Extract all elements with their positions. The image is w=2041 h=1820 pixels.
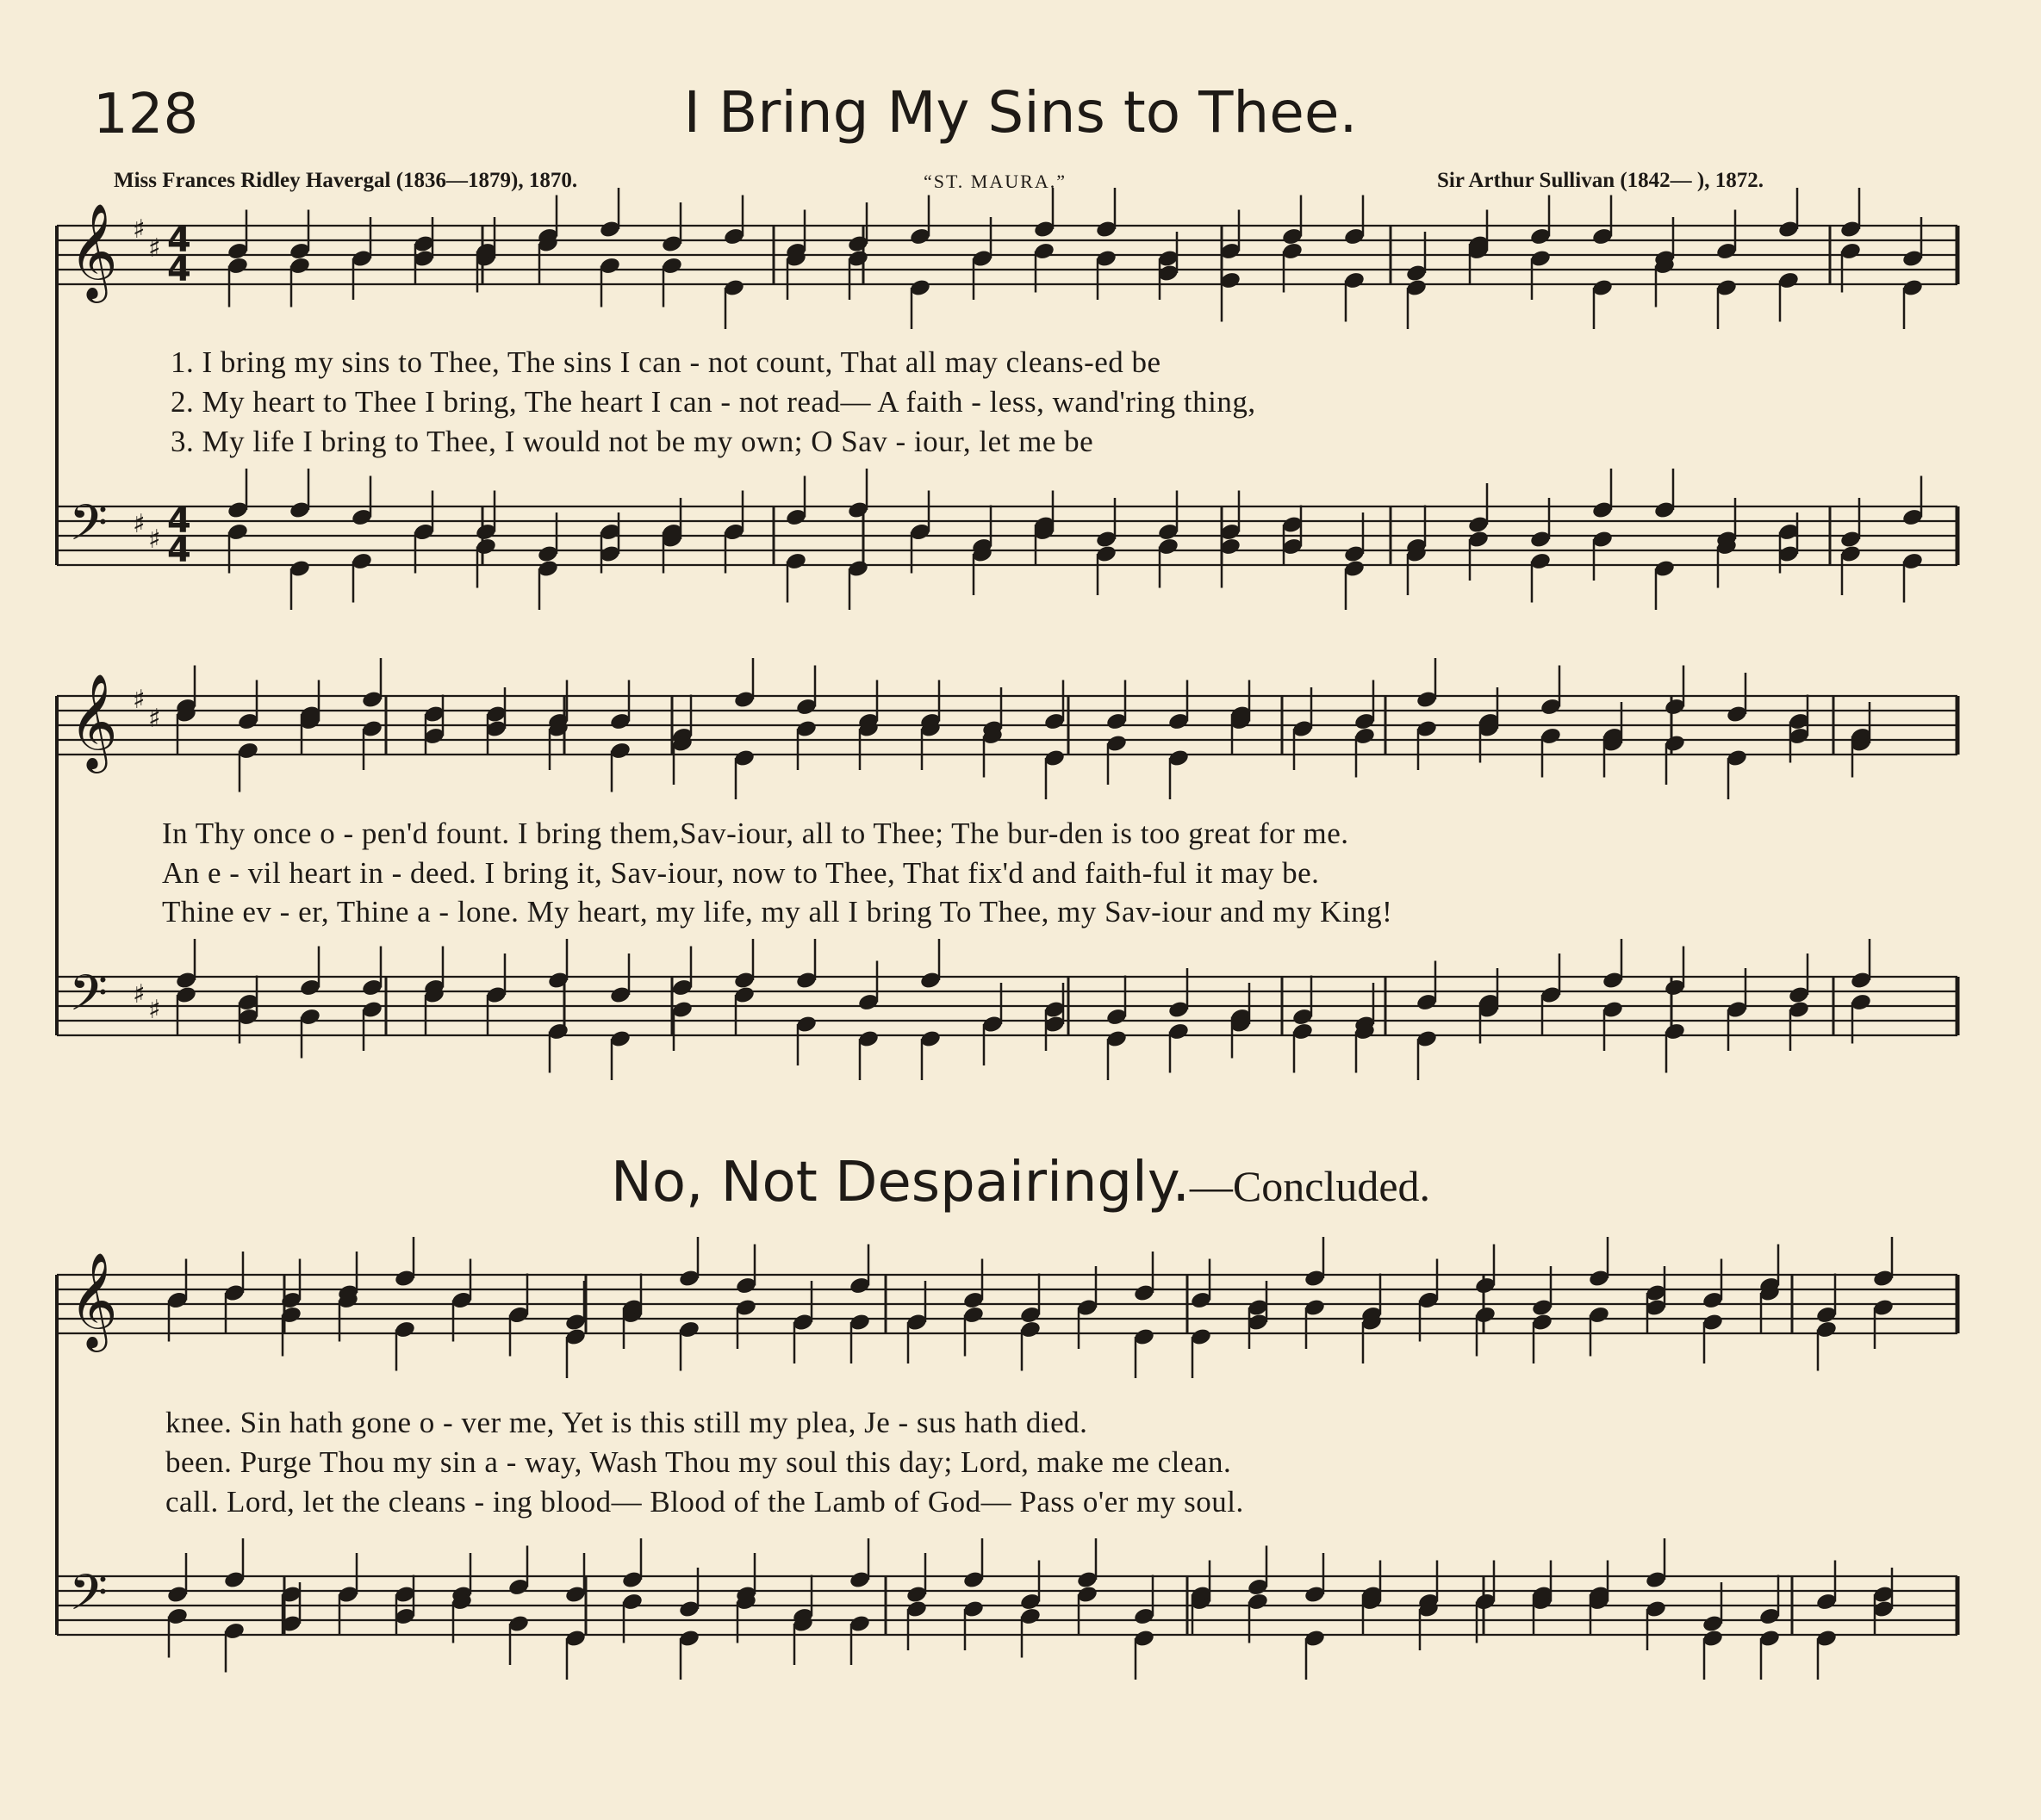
sharp-sign: ♯ — [148, 995, 161, 1025]
hymn-number: 128 — [93, 83, 199, 146]
sharp-sign: ♯ — [133, 214, 146, 245]
sharp-sign: ♯ — [148, 704, 161, 734]
lyric-verse-2-line-1: 2. My heart to Thee I bring, The heart I can - not read— A faith - less, wand'ring thing, — [171, 385, 1256, 419]
bass-clef: 𝄢 — [69, 1563, 109, 1634]
lyric-verse-2-line-2: An e - vil heart in - deed. I bring it, Sav-iour, now to Thee, That fix'd and faith-ful it may be. — [162, 856, 1320, 890]
treble-clef: 𝄞 — [69, 202, 118, 299]
concluded-suffix: —Concluded. — [1189, 1162, 1431, 1210]
author-credit: Miss Frances Ridley Havergal (1836—1879), 1870. — [114, 169, 578, 192]
sharp-sign: ♯ — [148, 525, 161, 555]
time-signature-digit: 4 — [167, 501, 191, 541]
sharp-sign: ♯ — [148, 233, 161, 264]
time-signature-digit: 4 — [167, 250, 191, 289]
hymn-title: I Bring My Sins to Thee. — [683, 79, 1358, 146]
time-signature-digit: 4 — [167, 221, 191, 260]
lyric-verse-3-line-1: 3. My life I bring to Thee, I would not be my own; O Sav - iour, let me be — [171, 425, 1094, 458]
bass-clef: 𝄢 — [69, 494, 109, 564]
treble-clef: 𝄞 — [69, 673, 118, 769]
time-signature-digit: 4 — [167, 531, 191, 570]
treble-clef: 𝄞 — [69, 1252, 118, 1348]
sharp-sign: ♯ — [133, 685, 146, 715]
lyric-concluded-line-1: knee. Sin hath gone o - ver me, Yet is this still my plea, Je - sus hath died. — [165, 1406, 1088, 1439]
lyric-concluded-line-2: been. Purge Thou my sin a - way, Wash Thou my soul this day; Lord, make me clean. — [165, 1445, 1232, 1479]
concluded-section-title — [0, 1151, 2041, 1214]
lyric-verse-3-line-2: Thine ev - er, Thine a - lone. My heart, my life, my all I bring To Thee, my Sav-iour and my King! — [162, 895, 1393, 929]
bass-clef: 𝄢 — [69, 964, 109, 1034]
sharp-sign: ♯ — [133, 979, 146, 1009]
sharp-sign: ♯ — [133, 509, 146, 539]
lyric-verse-1-line-1: 1. I bring my sins to Thee, The sins I can - not count, That all may cleans-ed be — [171, 345, 1161, 379]
lyric-verse-1-line-2: In Thy once o - pen'd fount. I bring them,Sav-iour, all to Thee; The bur-den is too great for me. — [162, 817, 1349, 850]
concluded-title: No, Not Despairingly. — [610, 1151, 1190, 1214]
composer-credit: Sir Arthur Sullivan (1842— ), 1872. — [1437, 169, 1764, 192]
tune-name: “ST. MAURA.” — [924, 171, 1067, 192]
lyric-concluded-line-3: call. Lord, let the cleans - ing blood— Blood of the Lamb of God— Pass o'er my soul. — [165, 1485, 1244, 1519]
